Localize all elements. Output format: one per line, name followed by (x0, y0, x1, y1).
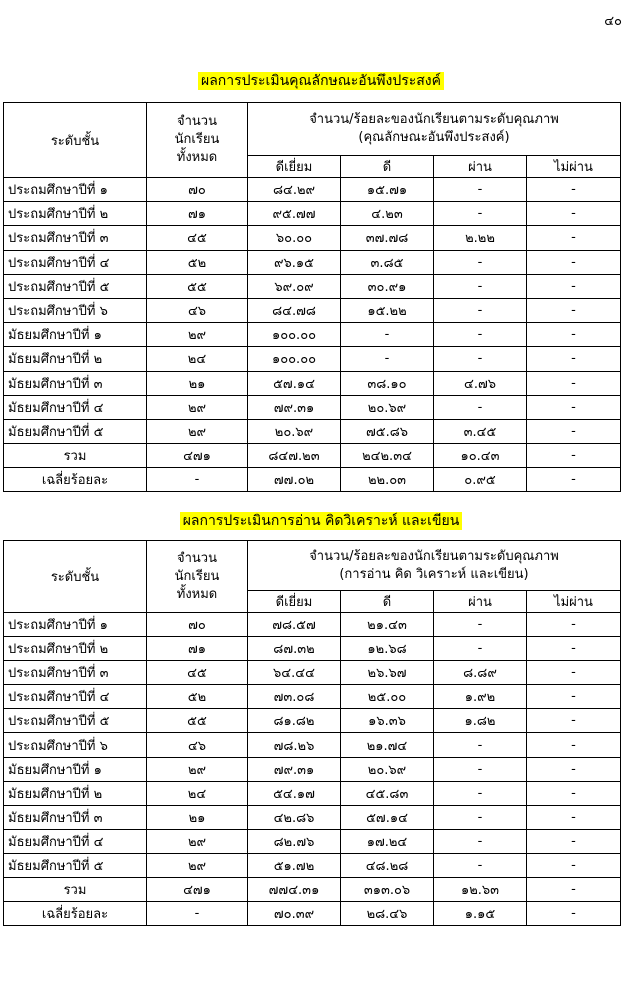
cell-good: ๓๑๓.๐๖ (341, 878, 434, 902)
cell-excellent: ๘๔๗.๒๓ (248, 444, 341, 468)
cell-excellent: ๙๖.๑๕ (248, 250, 341, 274)
table-row (4, 419, 621, 443)
average-row (4, 468, 621, 492)
cell-pass: - (434, 202, 527, 226)
cell-total: ๒๑ (147, 371, 248, 395)
table1-title: ผลการประเมินคุณลักษณะอันพึงประสงค์ (198, 72, 444, 90)
cell-total: ๒๙ (147, 419, 248, 443)
table-row (4, 226, 621, 250)
cell-excellent: ๕๗.๑๔ (248, 371, 341, 395)
header-total-line2: นักเรียน (174, 568, 220, 584)
cell-good: ๒๔๒.๓๔ (341, 444, 434, 468)
cell-total: ๒๙ (147, 757, 248, 781)
table-row (4, 298, 621, 322)
cell-level: มัธยมศึกษาปีที่ ๓ (4, 805, 147, 829)
cell-level: มัธยมศึกษาปีที่ ๕ (4, 419, 147, 443)
cell-pass: - (434, 178, 527, 202)
cell-pass: - (434, 733, 527, 757)
cell-excellent: ๗๙.๓๑ (248, 757, 341, 781)
header-total (147, 103, 248, 178)
cell-pass: - (434, 298, 527, 322)
cell-fail: - (527, 202, 621, 226)
cell-pass: ๔.๗๖ (434, 371, 527, 395)
header-total-line3: ทั้งหมด (176, 586, 218, 602)
total-row (4, 444, 621, 468)
cell-level: มัธยมศึกษาปีที่ ๔ (4, 829, 147, 853)
header-total-line1: จำนวน (177, 114, 217, 129)
header-good: ดี (341, 156, 434, 178)
cell-total: ๔๗๑ (147, 878, 248, 902)
cell-fail: - (527, 274, 621, 298)
cell-total: ๗๑ (147, 202, 248, 226)
cell-excellent: ๗๘.๕๗ (248, 613, 341, 637)
cell-fail: - (527, 613, 621, 637)
cell-excellent: ๘๑.๘๒ (248, 709, 341, 733)
cell-fail: - (527, 468, 621, 492)
header-quality (248, 103, 621, 156)
cell-level: ประถมศึกษาปีที่ ๖ (4, 298, 147, 322)
cell-excellent: ๖๔.๔๔ (248, 661, 341, 685)
cell-excellent: ๖๙.๐๙ (248, 274, 341, 298)
cell-total: - (147, 902, 248, 926)
cell-excellent: ๘๒.๗๖ (248, 829, 341, 853)
cell-excellent: ๗๐.๓๙ (248, 902, 341, 926)
cell-level: มัธยมศึกษาปีที่ ๒ (4, 347, 147, 371)
cell-level: ประถมศึกษาปีที่ ๖ (4, 733, 147, 757)
header-pass: ผ่าน (434, 591, 527, 613)
cell-total: ๗๐ (147, 178, 248, 202)
cell-total: - (147, 468, 248, 492)
cell-excellent: ๗๙.๓๑ (248, 395, 341, 419)
table-row (4, 661, 621, 685)
header-total-line2: นักเรียน (174, 132, 220, 147)
header-quality-heading: จำนวน/ร้อยละของนักเรียนตามระดับคุณภาพ (309, 548, 559, 564)
cell-total: ๔๗๑ (147, 444, 248, 468)
cell-fail: - (527, 178, 621, 202)
cell-total: ๒๙ (147, 829, 248, 853)
cell-excellent: ๑๐๐.๐๐ (248, 347, 341, 371)
table1-title-wrap (0, 70, 642, 92)
cell-level: ประถมศึกษาปีที่ ๑ (4, 178, 147, 202)
cell-pass: ๑.๙๒ (434, 685, 527, 709)
cell-fail: - (527, 878, 621, 902)
table-row (4, 733, 621, 757)
header-level: ระดับชั้น (4, 103, 147, 178)
cell-label: เฉลี่ยร้อยละ (4, 902, 147, 926)
cell-total: ๒๔ (147, 347, 248, 371)
table-row (4, 202, 621, 226)
table-row (4, 853, 621, 877)
cell-label: รวม (4, 878, 147, 902)
cell-fail: - (527, 250, 621, 274)
cell-fail: - (527, 323, 621, 347)
table-row (4, 371, 621, 395)
table-row (4, 757, 621, 781)
cell-fail: - (527, 395, 621, 419)
cell-total: ๒๙ (147, 395, 248, 419)
cell-good: ๓๘.๑๐ (341, 371, 434, 395)
cell-total: ๕๒ (147, 250, 248, 274)
cell-fail: - (527, 733, 621, 757)
cell-good: ๔๕.๘๓ (341, 781, 434, 805)
cell-good: ๑๕.๒๒ (341, 298, 434, 322)
cell-pass: - (434, 323, 527, 347)
cell-fail: - (527, 298, 621, 322)
total-row (4, 878, 621, 902)
cell-good: ๓๗.๗๘ (341, 226, 434, 250)
cell-fail: - (527, 709, 621, 733)
cell-excellent: ๘๗.๓๒ (248, 637, 341, 661)
cell-excellent: ๗๓.๐๘ (248, 685, 341, 709)
cell-level: ประถมศึกษาปีที่ ๓ (4, 226, 147, 250)
cell-good: ๔.๒๓ (341, 202, 434, 226)
cell-good: ๑๕.๗๑ (341, 178, 434, 202)
header-good: ดี (341, 591, 434, 613)
cell-fail: - (527, 902, 621, 926)
cell-fail: - (527, 347, 621, 371)
cell-total: ๔๖ (147, 298, 248, 322)
cell-total: ๔๕ (147, 226, 248, 250)
cell-fail: - (527, 226, 621, 250)
cell-pass: - (434, 805, 527, 829)
cell-fail: - (527, 829, 621, 853)
cell-pass: ๐.๙๕ (434, 468, 527, 492)
cell-fail: - (527, 637, 621, 661)
header-fail: ไม่ผ่าน (527, 156, 621, 178)
table2-title-wrap (0, 510, 642, 532)
cell-good: ๑๒.๖๘ (341, 637, 434, 661)
cell-total: ๗๑ (147, 637, 248, 661)
cell-total: ๕๒ (147, 685, 248, 709)
cell-label: รวม (4, 444, 147, 468)
cell-good: ๒๐.๖๙ (341, 395, 434, 419)
cell-total: ๔๖ (147, 733, 248, 757)
cell-pass: - (434, 757, 527, 781)
cell-good: ๓.๘๕ (341, 250, 434, 274)
cell-good: - (341, 323, 434, 347)
table2-title: ผลการประเมินการอ่าน คิดวิเคราะห์ และเขียน (180, 512, 463, 530)
cell-excellent: ๙๕.๗๗ (248, 202, 341, 226)
cell-total: ๒๔ (147, 781, 248, 805)
cell-level: ประถมศึกษาปีที่ ๔ (4, 685, 147, 709)
cell-fail: - (527, 685, 621, 709)
header-total-line3: ทั้งหมด (176, 150, 218, 165)
header-quality-sub: (คุณลักษณะอันพึงประสงค์) (358, 130, 510, 145)
cell-total: ๒๙ (147, 323, 248, 347)
table-row (4, 637, 621, 661)
cell-good: ๒๐.๖๙ (341, 757, 434, 781)
cell-total: ๒๑ (147, 805, 248, 829)
cell-pass: - (434, 250, 527, 274)
cell-good: ๔๘.๒๘ (341, 853, 434, 877)
cell-excellent: ๕๔.๑๗ (248, 781, 341, 805)
cell-good: ๓๐.๙๑ (341, 274, 434, 298)
average-row (4, 902, 621, 926)
cell-pass: - (434, 853, 527, 877)
cell-fail: - (527, 781, 621, 805)
cell-label: เฉลี่ยร้อยละ (4, 468, 147, 492)
cell-good: ๑๖.๓๖ (341, 709, 434, 733)
cell-fail: - (527, 805, 621, 829)
cell-pass: ๒.๒๒ (434, 226, 527, 250)
cell-good: ๕๗.๑๔ (341, 805, 434, 829)
cell-fail: - (527, 757, 621, 781)
table-row (4, 781, 621, 805)
cell-level: ประถมศึกษาปีที่ ๒ (4, 202, 147, 226)
cell-pass: - (434, 613, 527, 637)
cell-excellent: ๖๐.๐๐ (248, 226, 341, 250)
cell-pass: - (434, 781, 527, 805)
table-row (4, 709, 621, 733)
cell-total: ๕๕ (147, 709, 248, 733)
cell-good: ๒๕.๐๐ (341, 685, 434, 709)
cell-level: มัธยมศึกษาปีที่ ๑ (4, 757, 147, 781)
character-assessment-table (3, 102, 621, 492)
cell-good: ๗๕.๘๖ (341, 419, 434, 443)
cell-good: ๑๗.๒๔ (341, 829, 434, 853)
table-row (4, 323, 621, 347)
cell-level: มัธยมศึกษาปีที่ ๔ (4, 395, 147, 419)
cell-pass: ๑๒.๖๓ (434, 878, 527, 902)
cell-total: ๒๙ (147, 853, 248, 877)
cell-fail: - (527, 661, 621, 685)
cell-fail: - (527, 371, 621, 395)
cell-level: ประถมศึกษาปีที่ ๓ (4, 661, 147, 685)
cell-excellent: ๑๐๐.๐๐ (248, 323, 341, 347)
cell-level: ประถมศึกษาปีที่ ๕ (4, 709, 147, 733)
page-number: ๔๐ (604, 14, 622, 29)
cell-level: มัธยมศึกษาปีที่ ๑ (4, 323, 147, 347)
cell-total: ๗๐ (147, 613, 248, 637)
cell-good: ๒๑.๗๔ (341, 733, 434, 757)
cell-level: ประถมศึกษาปีที่ ๔ (4, 250, 147, 274)
cell-level: ประถมศึกษาปีที่ ๑ (4, 613, 147, 637)
cell-excellent: ๗๗๔.๓๑ (248, 878, 341, 902)
cell-excellent: ๗๗.๐๒ (248, 468, 341, 492)
cell-fail: - (527, 853, 621, 877)
header-quality (248, 541, 621, 591)
header-level: ระดับชั้น (4, 541, 147, 613)
table-row (4, 613, 621, 637)
cell-excellent: ๕๑.๗๒ (248, 853, 341, 877)
table-row (4, 274, 621, 298)
cell-fail: - (527, 419, 621, 443)
header-total-line1: จำนวน (177, 550, 217, 566)
cell-excellent: ๔๒.๘๖ (248, 805, 341, 829)
cell-pass: ๑.๘๒ (434, 709, 527, 733)
cell-excellent: ๘๔.๗๘ (248, 298, 341, 322)
cell-good: ๒๑.๔๓ (341, 613, 434, 637)
cell-pass: - (434, 347, 527, 371)
table-row (4, 178, 621, 202)
cell-level: มัธยมศึกษาปีที่ ๓ (4, 371, 147, 395)
table-row (4, 805, 621, 829)
cell-good: - (341, 347, 434, 371)
cell-level: ประถมศึกษาปีที่ ๒ (4, 637, 147, 661)
cell-pass: ๓.๔๕ (434, 419, 527, 443)
cell-pass: ๑๐.๔๓ (434, 444, 527, 468)
cell-level: ประถมศึกษาปีที่ ๕ (4, 274, 147, 298)
cell-level: มัธยมศึกษาปีที่ ๒ (4, 781, 147, 805)
reading-assessment-table (3, 540, 621, 926)
cell-pass: - (434, 274, 527, 298)
cell-excellent: ๒๐.๖๙ (248, 419, 341, 443)
cell-pass: ๘.๘๙ (434, 661, 527, 685)
cell-total: ๔๕ (147, 661, 248, 685)
cell-good: ๒๖.๖๗ (341, 661, 434, 685)
cell-pass: - (434, 395, 527, 419)
table-row (4, 250, 621, 274)
header-excellent: ดีเยี่ยม (248, 156, 341, 178)
header-quality-sub: (การอ่าน คิด วิเคราะห์ และเขียน) (339, 566, 529, 582)
table-row (4, 829, 621, 853)
header-total (147, 541, 248, 613)
cell-fail: - (527, 444, 621, 468)
cell-total: ๕๕ (147, 274, 248, 298)
header-pass: ผ่าน (434, 156, 527, 178)
cell-pass: ๑.๑๕ (434, 902, 527, 926)
cell-good: ๒๒.๐๓ (341, 468, 434, 492)
cell-excellent: ๗๘.๒๖ (248, 733, 341, 757)
table-row (4, 395, 621, 419)
cell-excellent: ๘๔.๒๙ (248, 178, 341, 202)
table-row (4, 685, 621, 709)
cell-good: ๒๘.๔๖ (341, 902, 434, 926)
header-excellent: ดีเยี่ยม (248, 591, 341, 613)
header-quality-heading: จำนวน/ร้อยละของนักเรียนตามระดับคุณภาพ (309, 112, 559, 127)
cell-level: มัธยมศึกษาปีที่ ๕ (4, 853, 147, 877)
table-row (4, 347, 621, 371)
header-fail: ไม่ผ่าน (527, 591, 621, 613)
cell-pass: - (434, 829, 527, 853)
cell-pass: - (434, 637, 527, 661)
